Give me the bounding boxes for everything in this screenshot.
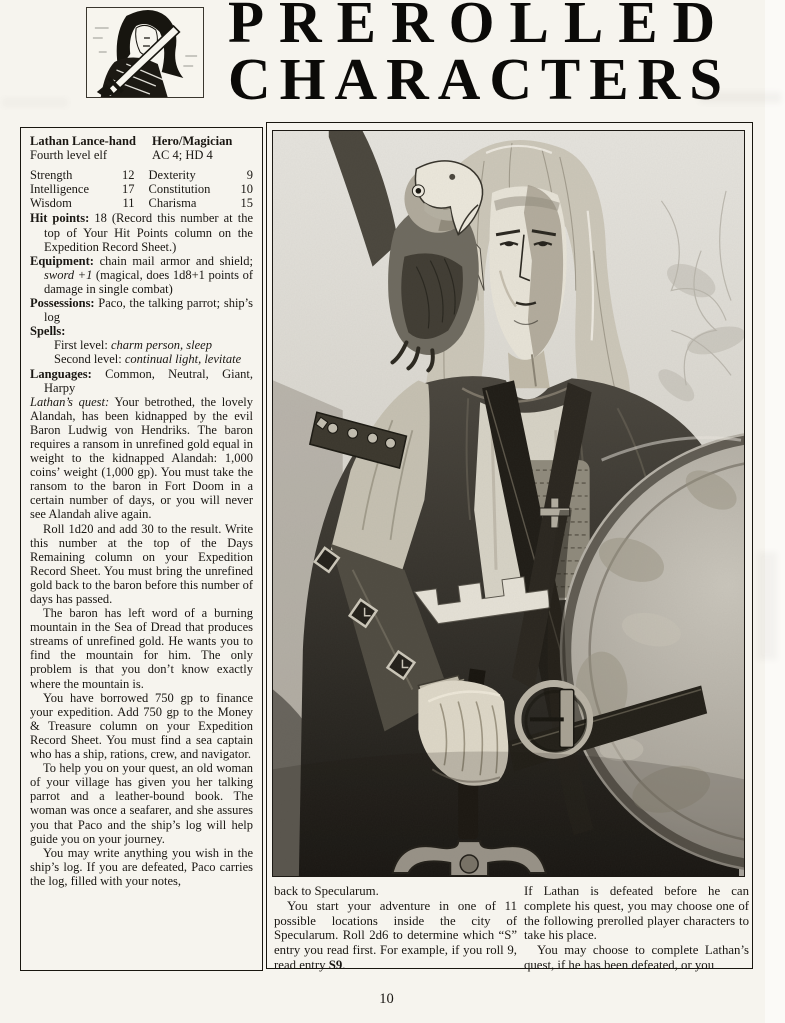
ability-value: 11 <box>122 196 135 211</box>
ability-label: Wisdom <box>30 196 72 211</box>
bottom-middle-column <box>274 884 517 973</box>
character-class: Hero/Magician <box>152 134 233 148</box>
spells-second-level: Second level: continual light, levitate <box>54 352 242 367</box>
ability-value: 12 <box>122 168 135 183</box>
ability-label: Intelligence <box>30 182 89 197</box>
scan-paper-edge <box>765 0 785 1023</box>
main-illustration <box>272 130 745 877</box>
ability-label: Strength <box>30 168 73 183</box>
entry-code: S9 <box>328 957 343 972</box>
body-paragraph: back to Specularum. <box>274 884 379 898</box>
quest-paragraph: The baron has left word of a burning mountain in the Sea of Dread that produces streams of unrefined gold. He wants you to find the mountain for him. The only problem is that you don’t know exactly where the mountain is. <box>30 606 253 691</box>
ability-value: 10 <box>240 182 253 197</box>
quest-paragraph: You may write anything you wish in the ship’s log. If you are defeated, Paco carries the log, filled with your notes, <box>30 845 253 888</box>
print-bleed-smudge <box>699 92 781 103</box>
spells-label: Spells: <box>30 324 66 339</box>
ability-row <box>30 168 253 182</box>
possessions-label: Possessions: <box>30 296 95 311</box>
warrior-portrait-icon <box>87 8 203 97</box>
hit-points-entry: Hit points: 18 (Record this number at the top of Your Hit Points column on the Expedition Record Sheet.) <box>30 211 253 254</box>
elf-warrior-illustration <box>273 131 744 876</box>
ability-row <box>30 196 253 210</box>
possessions-entry: Possessions: Paco, the talking parrot; ship’s log <box>30 296 253 325</box>
hit-points-label: Hit points: <box>30 211 90 226</box>
print-bleed-smudge <box>757 552 777 660</box>
quest-paragraph: To help you on your quest, an old woman of your village has given you her talking parrot and a leather-bound book. The woman was once a seafarer, and she assures you that Paco and the ship’s log will help guide you on your journey. <box>30 761 253 846</box>
body-paragraph: If Lathan is defeated before he can complete his quest, you may choose one of the following prerolled player characters to take his place. <box>524 884 749 943</box>
body-paragraph: You may choose to complete Lathan’s quest, if he has been defeated, or you <box>524 943 749 972</box>
ability-label: Dexterity <box>148 168 196 183</box>
character-ac-hd: AC 4; HD 4 <box>152 148 213 163</box>
ability-scores-table <box>30 168 253 210</box>
page-number: 10 <box>379 991 394 1007</box>
ability-label: Constitution <box>148 182 211 197</box>
languages-entry: Languages: Common, Neutral, Giant, Harpy <box>30 366 253 395</box>
bottom-right-column <box>524 884 749 973</box>
page-title-line1: PREROLLED <box>228 0 731 55</box>
equipment-label: Equipment: <box>30 253 94 268</box>
character-header <box>30 134 253 162</box>
quest-paragraph: You have borrowed 750 gp to finance your expedition. Add 750 gp to the Money & Treasure column on your Expedition Record Sheet. You must find a sea captain who has a ship, rations, crew, and navigator. <box>30 690 253 762</box>
quest-paragraph: Roll 1d20 and add 30 to the result. Write this number at the top of the Days Remaining column on your Expedition Record Sheet. You must bring the unrefined gold back to the baron before this number of days has passed. <box>30 521 253 606</box>
languages-label: Languages: <box>30 366 92 381</box>
ability-row <box>30 182 253 196</box>
body-paragraph: You start your adventure in one of 11 possible locations inside the city of Specularum. Roll 2d6 to determine which “S” entry you read first. For example, if you roll 9, read entry S9. <box>274 898 517 972</box>
ability-label: Charisma <box>148 196 197 211</box>
character-level: Fourth level elf <box>30 148 108 163</box>
ability-value: 17 <box>122 182 135 197</box>
page-title-line2: CHARACTERS <box>228 46 732 112</box>
print-bleed-smudge <box>2 98 68 107</box>
character-statblock-panel <box>20 127 263 971</box>
adventure-panel <box>266 122 753 972</box>
quest-lead: Lathan’s quest: <box>30 394 110 409</box>
header-portrait-illustration <box>86 7 204 98</box>
ability-value: 15 <box>240 196 253 211</box>
spells-first-level: First level: charm person, sleep <box>54 338 212 353</box>
quest-paragraph: Lathan’s quest: Your betrothed, the lovely Alandah, has been kidnapped by the evil Baron Ludwig von Hendriks. The baron requires a ransom in unrefined gold equal in weight to the kidnapped Alandah: 1,000 coins’ weight (1,000 gp). You must take the ransom to the baron in Fort Doom in a certain number of days, or you will never see Alandah alive again. <box>30 394 254 522</box>
page-title <box>228 0 732 112</box>
ability-value: 9 <box>246 168 253 183</box>
character-name: Lathan Lance-hand <box>30 134 136 148</box>
spells-entry <box>30 324 253 338</box>
equipment-entry: Equipment: chain mail armor and shield; sword +1 (magical, does 1d8+1 points of damage in single combat) <box>30 253 253 296</box>
